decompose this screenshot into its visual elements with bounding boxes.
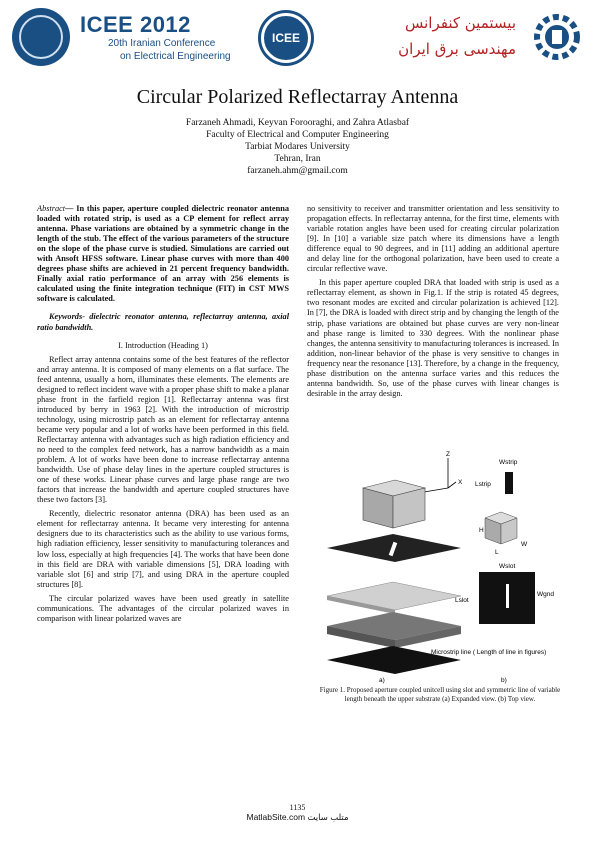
section-heading: I. Introduction (Heading 1) [118, 340, 208, 350]
conference-subtitle-2: on Electrical Engineering [120, 51, 231, 62]
right-paragraph-2: In this paper aperture coupled DRA that loaded with strip is used as a reflectarray element, as shown in Fig.1. If the strip is rotated 45 degrees, two resonant modes are excited and circular polarization is achieved [12]. In [7], the DRA is loaded with direct strip and by changing the length of the strip, phase variations are obtained but phase curves are very non-linear and phase range is limited to 330 degrees. With the nonlinear phase changes, the antenna sensitivity to manufacturing tolerances is increased. In addition, non-linear behavior of the phase is very sensitive to changes in frequency near the resonance [13]. Therefore, by a change in the frequency, phase distribution on the antenna surface varies and this reduces the antenna bandwidth. So, use of the phase curves with linear changes is desirable in the array design. [307, 278, 559, 398]
ground-plane [327, 582, 461, 610]
wgnd-label: Wgnd [537, 591, 554, 598]
persian-title-2: مهندسی برق ایران [398, 40, 516, 58]
axis-y-line [424, 488, 448, 492]
page-number: 1135 [289, 803, 306, 812]
strip-top-view [505, 472, 513, 494]
paper-title: Circular Polarized Reflectarray Antenna [136, 86, 459, 108]
label-a: a) [379, 677, 385, 684]
wslot-label: Wslot [499, 563, 516, 570]
axis-z-label: Z [446, 451, 450, 458]
l-label: L [495, 549, 499, 556]
slot-top-view [506, 584, 509, 608]
intro-paragraph-1: Reflect array antenna contains some of the best features of the reflector and array antenna. It is composed of many elements on a flat surface. The feed antenna, usually a horn, illuminates these elements. The elements are designed to reflect incident wave with a proper phase shift to make a planar phase front in the farfield region [1]. Reflectarray antenna was first introduced by berry in 1963 [2]. With the introduction of microstrip technology, using microstrip patch as an element for reflectarray antenna became very popular and a lot of works have been performed in this field. Reflectarray antenna with advantages such as high radiation efficiency and no need to the complex feed network, has a narrow bandwidth as a main problem. A lot of works have been done to increase reflectarray antenna bandwidth. Use of phase delay lines in the aperture coupled structures is one of these works. Linear phase curves and large phase range are two factors that increase the bandwidth and aperture coupled structures have these two factors [3]. [37, 354, 289, 505]
right-paragraph-1: no sensitivity to receiver and transmitter orientation and less sensitivity to propagation effects. In reflectarray antenna, for the first time, elements with variable rotation angles have been used for creating circular polarization [9]. In [10] a variable size patch where its dimensions have a length difference equal to 90 degrees, and in [11] adding an additional aperture and delay line for the orthogonal polarization, have been used to create a circular reflective wave. [307, 204, 559, 274]
affiliation-line-2: Tarbiat Modares University [245, 142, 350, 152]
footer-site: MatlabSite.com متلب سایت [246, 812, 349, 822]
axis-x-label: X [458, 479, 463, 486]
abstract-text: — In this paper, aperture coupled dielectric reonator antenna loaded with rotated strip, is used as a CP element for reflect array antenna. Phase variations are obtained by a symmetric change in the length of the stub. The effect of the various parameters of the structure on the slope of the phase curve is studied. Simulations are carried out with Ansoft HFSS software. Linear phase curves with more than 400 degrees phase shifts are achieved in 21 percent frequency bandwidth. Finally axial ratio performance of an array with 256 elements is calculated using the finite integration technique (FIT) in CST MWS software is calculated. [37, 204, 289, 304]
lstrip-label: Lstrip [475, 481, 491, 488]
intro-paragraph-3: The circular polarized waves have been used greatly in satellite communications. The advantages of the circular polarized waves in comparison with linear polarized waves are [37, 593, 289, 623]
top-view [431, 459, 554, 684]
left-column [37, 204, 289, 624]
figure-1 [313, 444, 571, 714]
gear-logo-icon [530, 10, 584, 64]
conference-header [0, 0, 595, 72]
abstract [37, 204, 289, 304]
lslot-label: Lslot [455, 597, 469, 604]
intro-paragraph-2: Recently, dielectric resonator antenna (DRA) has been used as an element for reflectarray antenna. It became very interesting for antenna designers due to its characteristics such as the ability to use various forms, high radiation efficiency, lesser sensitivity to manufacturing tolerances and low loss, especially at high frequencies [4]. The works that have been done in this field are DRA with variable dimensions [5], DRA loading with variable slot [6] and strip [7], and using DRA in the aperture coupled structures [8]. [37, 509, 289, 589]
microstrip-note: Microstrip line ( Length of line in figures) [431, 649, 547, 656]
affiliation-city: Tehran, Iran [274, 154, 321, 164]
persian-title-1: بیستمین کنفرانس [405, 14, 516, 32]
label-b: b) [501, 677, 507, 684]
wstrip-label: Wstrip [499, 459, 518, 466]
w-label: W [521, 541, 528, 548]
affiliation-line-1: Faculty of Electrical and Computer Engineering [206, 130, 389, 140]
figure-caption: Figure 1. Proposed aperture coupled unitcell using slot and symmetric line of variable length beneath the upper substrate (a) Expanded view. (b) Top view. [319, 686, 561, 703]
author-list: Farzaneh Ahmadi, Keyvan Forooraghi, and Zahra Atlasbaf [185, 118, 410, 128]
axis-x-line [448, 482, 456, 488]
conference-subtitle-1: 20th Iranian Conference [108, 38, 216, 49]
conference-name: ICEE 2012 [80, 12, 191, 37]
university-logo [12, 8, 70, 66]
abstract-label: Abstract [37, 204, 66, 213]
keywords: Keywords- dielectric reonator antenna, reflectarray antenna, axial ratio bandwidth. [37, 312, 289, 332]
h-label: H [479, 527, 484, 534]
icee-logo: ICEE [258, 10, 314, 66]
author-email: farzaneh.ahm@gmail.com [247, 166, 348, 176]
right-column [307, 204, 559, 399]
